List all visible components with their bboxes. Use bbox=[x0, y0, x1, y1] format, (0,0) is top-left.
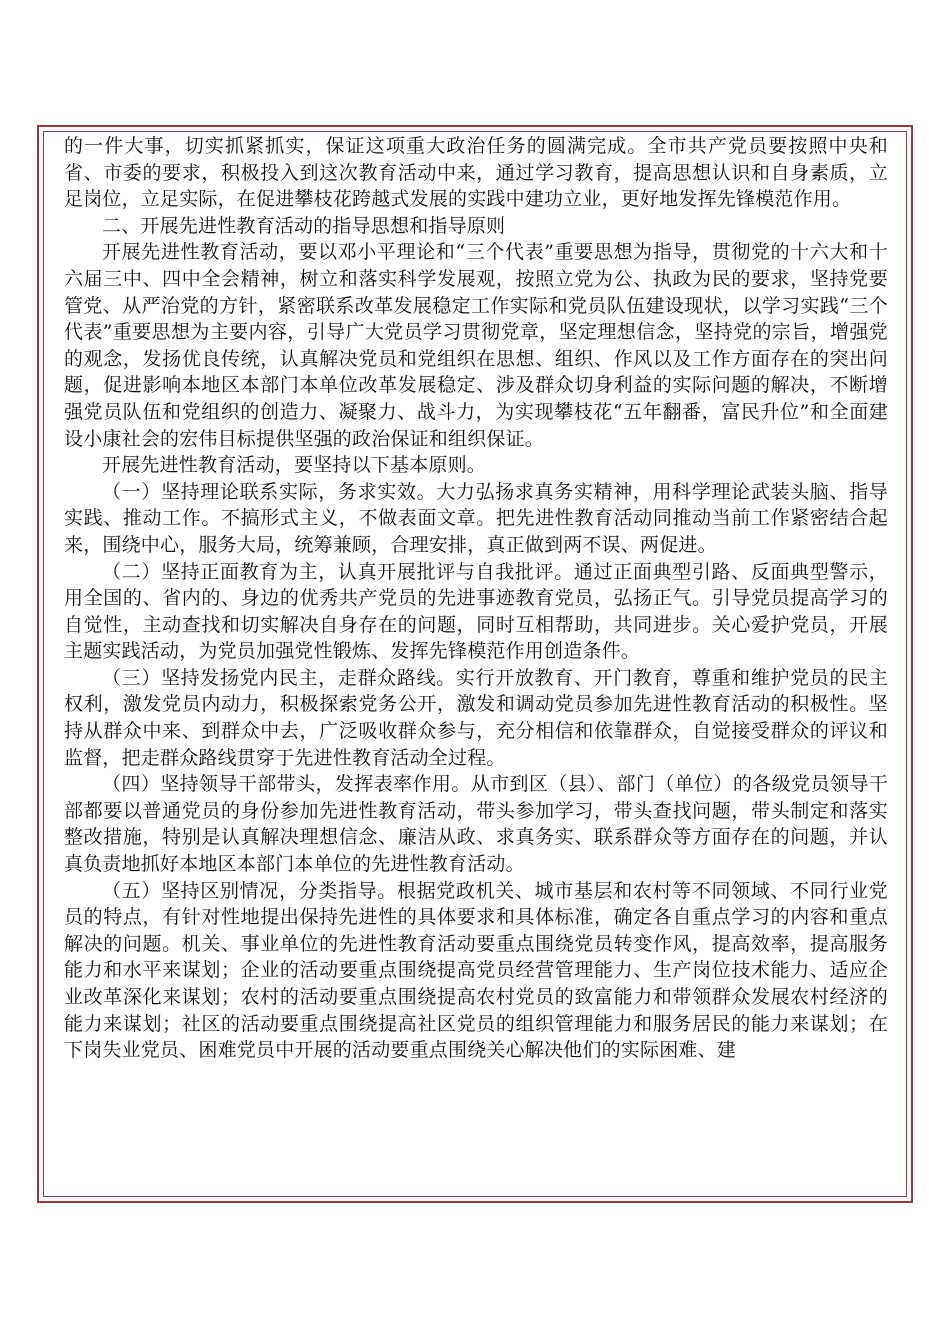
page-border-inner bbox=[43, 131, 907, 1197]
paragraph-principle-4: （四）坚持领导干部带头，发挥表率作用。从市到区（县）、部门（单位）的各级党员领导干部都要以普通党员的身份参加先进性教育活动，带头参加学习，带头查找问题，带头制定和落实整改措施，特别是认真解决理想信念、廉洁从政、求真务实、联系群众等方面存在的问题，并认真负责地抓好本地区本部门本单位的先进性教育活动。 bbox=[64, 773, 888, 876]
section-heading: 二、开展先进性教育活动的指导思想和指导原则 bbox=[102, 214, 506, 237]
paragraph-principle-3: （三）坚持发扬党内民主，走群众路线。实行开放教育、开门教育，尊重和维护党员的民主权利，激发党员内动力，积极探索党务公开，激发和调动党员参加先进性教育活动的积极性。坚持从群众中来、到群众中去，广泛吸收群众参与，充分相信和依靠群众，自觉接受群众的评议和监督，把走群众路线贯穿于先进性教育活动全过程。 bbox=[64, 666, 888, 769]
paragraph-principle-5: （五）坚持区别情况，分类指导。根据党政机关、城市基层和农村等不同领域、不同行业党员的特点，有针对性地提出保持先进性的具体要求和具体标准，确定各自重点学习的内容和重点解决的问题。机关、事业单位的先进性教育活动要重点围绕党员转变作风，提高效率，提高服务能力和水平来谋划；企业的活动要重点围绕提高党员经营管理能力、生产岗位技术能力、适应企业改革深化来谋划；农村的活动要重点围绕提高农村党员的致富能力和带领群众发展农村经济的能力来谋划；社区的活动要重点围绕提高社区党员的组织管理能力和服务居民的能力来谋划；在下岗失业党员、困难党员中开展的活动要重点围绕关心解决他们的实际困难、建 bbox=[64, 879, 888, 1062]
paragraph-principle-2: （二）坚持正面教育为主，认真开展批评与自我批评。通过正面典型引路、反面典型警示，用全国的、省内的、身边的优秀共产党员的先进事迹教育党员，弘扬正气。引导党员提高学习的自觉性，主动查找和切实解决自身存在的问题，同时互相帮助，共同进步。关心爱护党员，开展主题实践活动，为党员加强党性锻炼、发挥先锋模范作用创造条件。 bbox=[64, 560, 888, 663]
paragraph-principle-1: （一）坚持理论联系实际，务求实效。大力弘扬求真务实精神，用科学理论武装头脑、指导实践、推动工作。不搞形式主义，不做表面文章。把先进性教育活动同推动当前工作紧密结合起来，围绕中心，服务大局，统筹兼顾，合理安排，真正做到两不误、两促进。 bbox=[64, 480, 888, 556]
document-body bbox=[64, 133, 888, 1064]
paragraph-guiding-ideology: 开展先进性教育活动，要以邓小平理论和“三个代表”重要思想为指导，贯彻党的十六大和十六届三中、四中全会精神，树立和落实科学发展观，按照立党为公、执政为民的要求，坚持党要管党、从严治党的方针，紧密联系改革发展稳定工作实际和党员队伍建设现状，以学习实践“三个代表”重要思想为主要内容，引导广大党员学习贯彻党章，坚定理想信念，坚持党的宗旨，增强党的观念，发扬优良传统，认真解决党员和党组织在思想、组织、作风以及工作方面存在的突出问题，促进影响本地区本部门本单位改革发展稳定、涉及群众切身利益的实际问题的解决，不断增强党员队伍和党组织的创造力、凝聚力、战斗力，为实现攀枝花“五年翻番，富民升位”和全面建设小康社会的宏伟目标提供坚强的政治保证和组织保证。 bbox=[64, 241, 888, 450]
paragraph-continuation: 的一件大事，切实抓紧抓实，保证这项重大政治任务的圆满完成。全市共产党员要按照中央和省、市委的要求，积极投入到这次教育活动中来，通过学习教育，提高思想认识和自身素质，立足岗位，立足实际，在促进攀枝花跨越式发展的实践中建功立业，更好地发挥先锋模范作用。 bbox=[64, 135, 888, 211]
paragraph-principles-intro: 开展先进性教育活动，要坚持以下基本原则。 bbox=[102, 454, 487, 477]
page-border-outer bbox=[37, 125, 913, 1203]
